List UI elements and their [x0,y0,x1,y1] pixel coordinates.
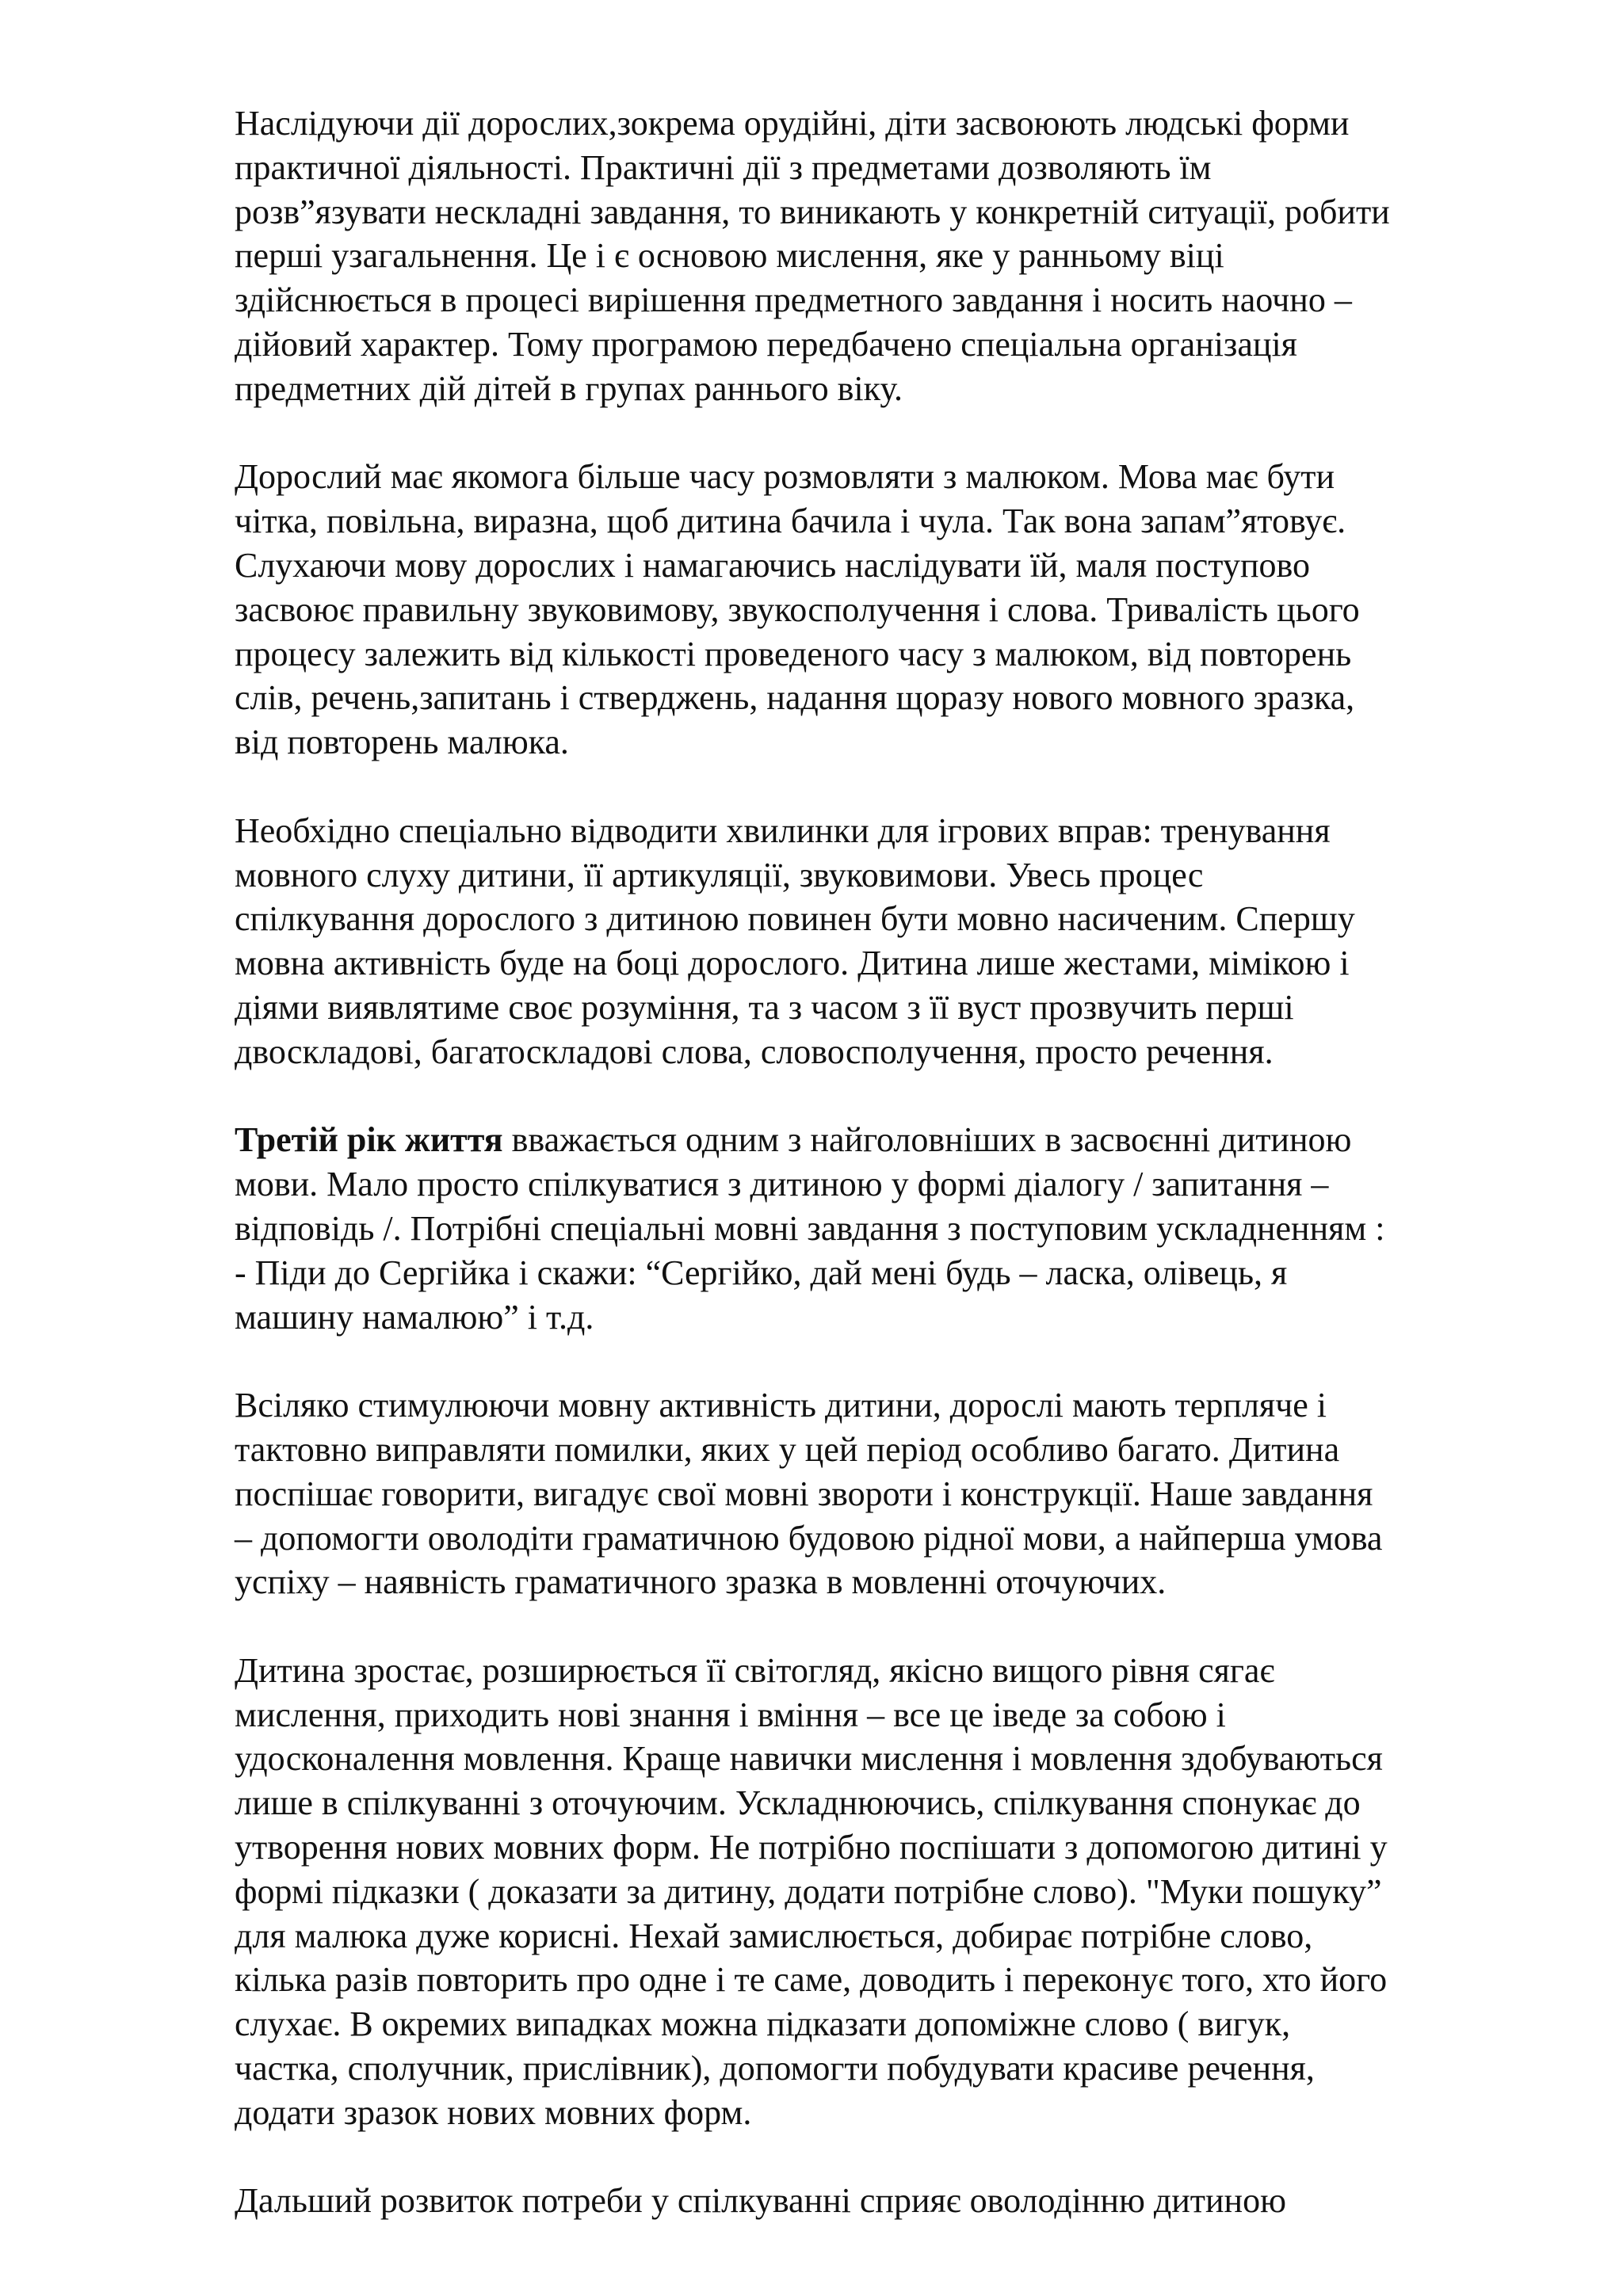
paragraph-line: дійовий характер. Тому програмою передбачено спеціальна організація [235,324,1297,364]
paragraph-line: удосконалення мовлення. Краще навички мислення і мовлення здобуваються [235,1739,1383,1779]
paragraph-line: мовна активність буде на боці дорослого. Дитина лише жестами, мімікою і [235,944,1350,983]
paragraph-line: Дорослий має якомога більше часу розмовляти з малюком. Мова має бути [235,457,1335,497]
paragraph-line: поспішає говорити, вигадує свої мовні звороти і конструкції. Наше завдання [235,1474,1373,1513]
paragraph-line [235,1118,1566,1162]
paragraph-line: лише в спілкуванні з оточуючим. Ускладнюючись, спілкування спонукає до [235,1783,1361,1823]
paragraph-line: тактовно виправляти помилки, яких у цей період особливо багато. Дитина [235,1429,1340,1469]
paragraph-line: предметних дій дітей в групах раннього віку. [235,368,903,408]
paragraph-line: мислення, приходить нові знання і вміння – все це іведе за собою і [235,1695,1226,1734]
paragraph-line: практичної діяльності. Практичні дії з предметами дозволяють їм [235,147,1212,187]
paragraph-line: засвоює правильну звуковимову, звукосполучення і слова. Тривалість цього [235,589,1360,629]
paragraph-line: - Піди до Сергійка і скажи: “Сергійко, дай мені будь – ласка, олівець, я [235,1253,1288,1292]
paragraph-line: Всіляко стимулюючи мовну активність дитини, дорослі мають терпляче і [235,1386,1327,1425]
paragraph-line: перші узагальнення. Це і є основою мислення, яке у ранньому віці [235,236,1224,276]
paragraph [235,1383,1566,1604]
paragraph-line: здійснюється в процесі вирішення предметного завдання і носить наочно – [235,280,1352,320]
paragraph-line: для малюка дуже корисні. Нехай замислюється, добирає потрібне слово, [235,1916,1313,1955]
paragraph [235,809,1566,1074]
paragraph-line: слухає. В окремих випадках можна підказати допоміжне слово ( вигук, [235,2004,1291,2044]
document-body [235,101,1566,2223]
paragraph-line: діями виявлятиме своє розуміння, та з часом з її вуст прозвучить перші [235,987,1294,1027]
paragraph-line: слів, речень,запитань і стверджень, надання щоразу нового мовного зразка, [235,678,1355,718]
paragraph-line: мови. Мало просто спілкуватися з дитиною у формі діалогу / запитання – [235,1165,1329,1204]
paragraph-line: від повторень малюка. [235,723,569,762]
paragraph-line: спілкування дорослого з дитиною повинен бути мовно насиченим. Спершу [235,899,1355,939]
paragraph-line: успіху – наявність граматичного зразка в мовленні оточуючих. [235,1562,1167,1602]
paragraph-line: частка, сполучник, прислівник), допомогти побудувати красиве речення, [235,2049,1315,2088]
paragraph-line: Дальший розвиток потреби у спілкуванні сприяє оволодінню дитиною [235,2181,1286,2221]
paragraph-line: двоскладові, багатоскладові слова, словосполучення, просто речення. [235,1032,1274,1071]
paragraph [235,101,1566,411]
paragraph-line: формі підказки ( доказати за дитину, додати потрібне слово). "Муки пошуку” [235,1871,1382,1911]
paragraph-line: Необхідно спеціально відводити хвилинки для ігрових вправ: тренування [235,810,1331,850]
paragraph [235,1118,1566,1339]
paragraph [235,1649,1566,2135]
paragraph [235,455,1566,765]
line-text: вважається одним з найголовніших в засвоєнні дитиною [502,1120,1352,1160]
paragraph-line: додати зразок нових мовних форм. [235,2092,752,2132]
paragraph-line: кілька разів повторить про одне і те саме, доводить і переконує того, хто його [235,1960,1388,2000]
paragraph-line: чітка, повільна, виразна, щоб дитина бачила і чула. Так вона запам”ятовує. [235,502,1346,541]
paragraph-line: Слухаючи мову дорослих і намагаючись наслідувати їй, маля поступово [235,545,1310,585]
paragraph [235,2179,1566,2223]
paragraph-line: Дитина зростає, розширюється її світогляд, якісно вищого рівня сягає [235,1650,1275,1690]
paragraph-line: машину намалюю” і т.д. [235,1297,594,1337]
paragraph-line: процесу залежить від кількості проведеного часу з малюком, від повторень [235,634,1352,673]
bold-heading-phrase: Третій рік життя [235,1120,503,1160]
paragraph-line: утворення нових мовних форм. Не потрібно поспішати з допомогою дитині у [235,1828,1388,1867]
paragraph-line: відповідь /. Потрібні спеціальні мовні завдання з поступовим ускладненням : [235,1208,1385,1248]
paragraph-line: мовного слуху дитини, її артикуляції, звуковимови. Увесь процес [235,855,1204,894]
paragraph-line: – допомогти оволодіти граматичною будовою рідної мови, а найперша умова [235,1518,1383,1558]
paragraph-line: розв”язувати нескладні завдання, то виникають у конкретній ситуації, робити [235,192,1390,231]
paragraph-line: Наслідуючи дії дорослих,зокрема орудійні, діти засвоюють людські форми [235,104,1350,143]
